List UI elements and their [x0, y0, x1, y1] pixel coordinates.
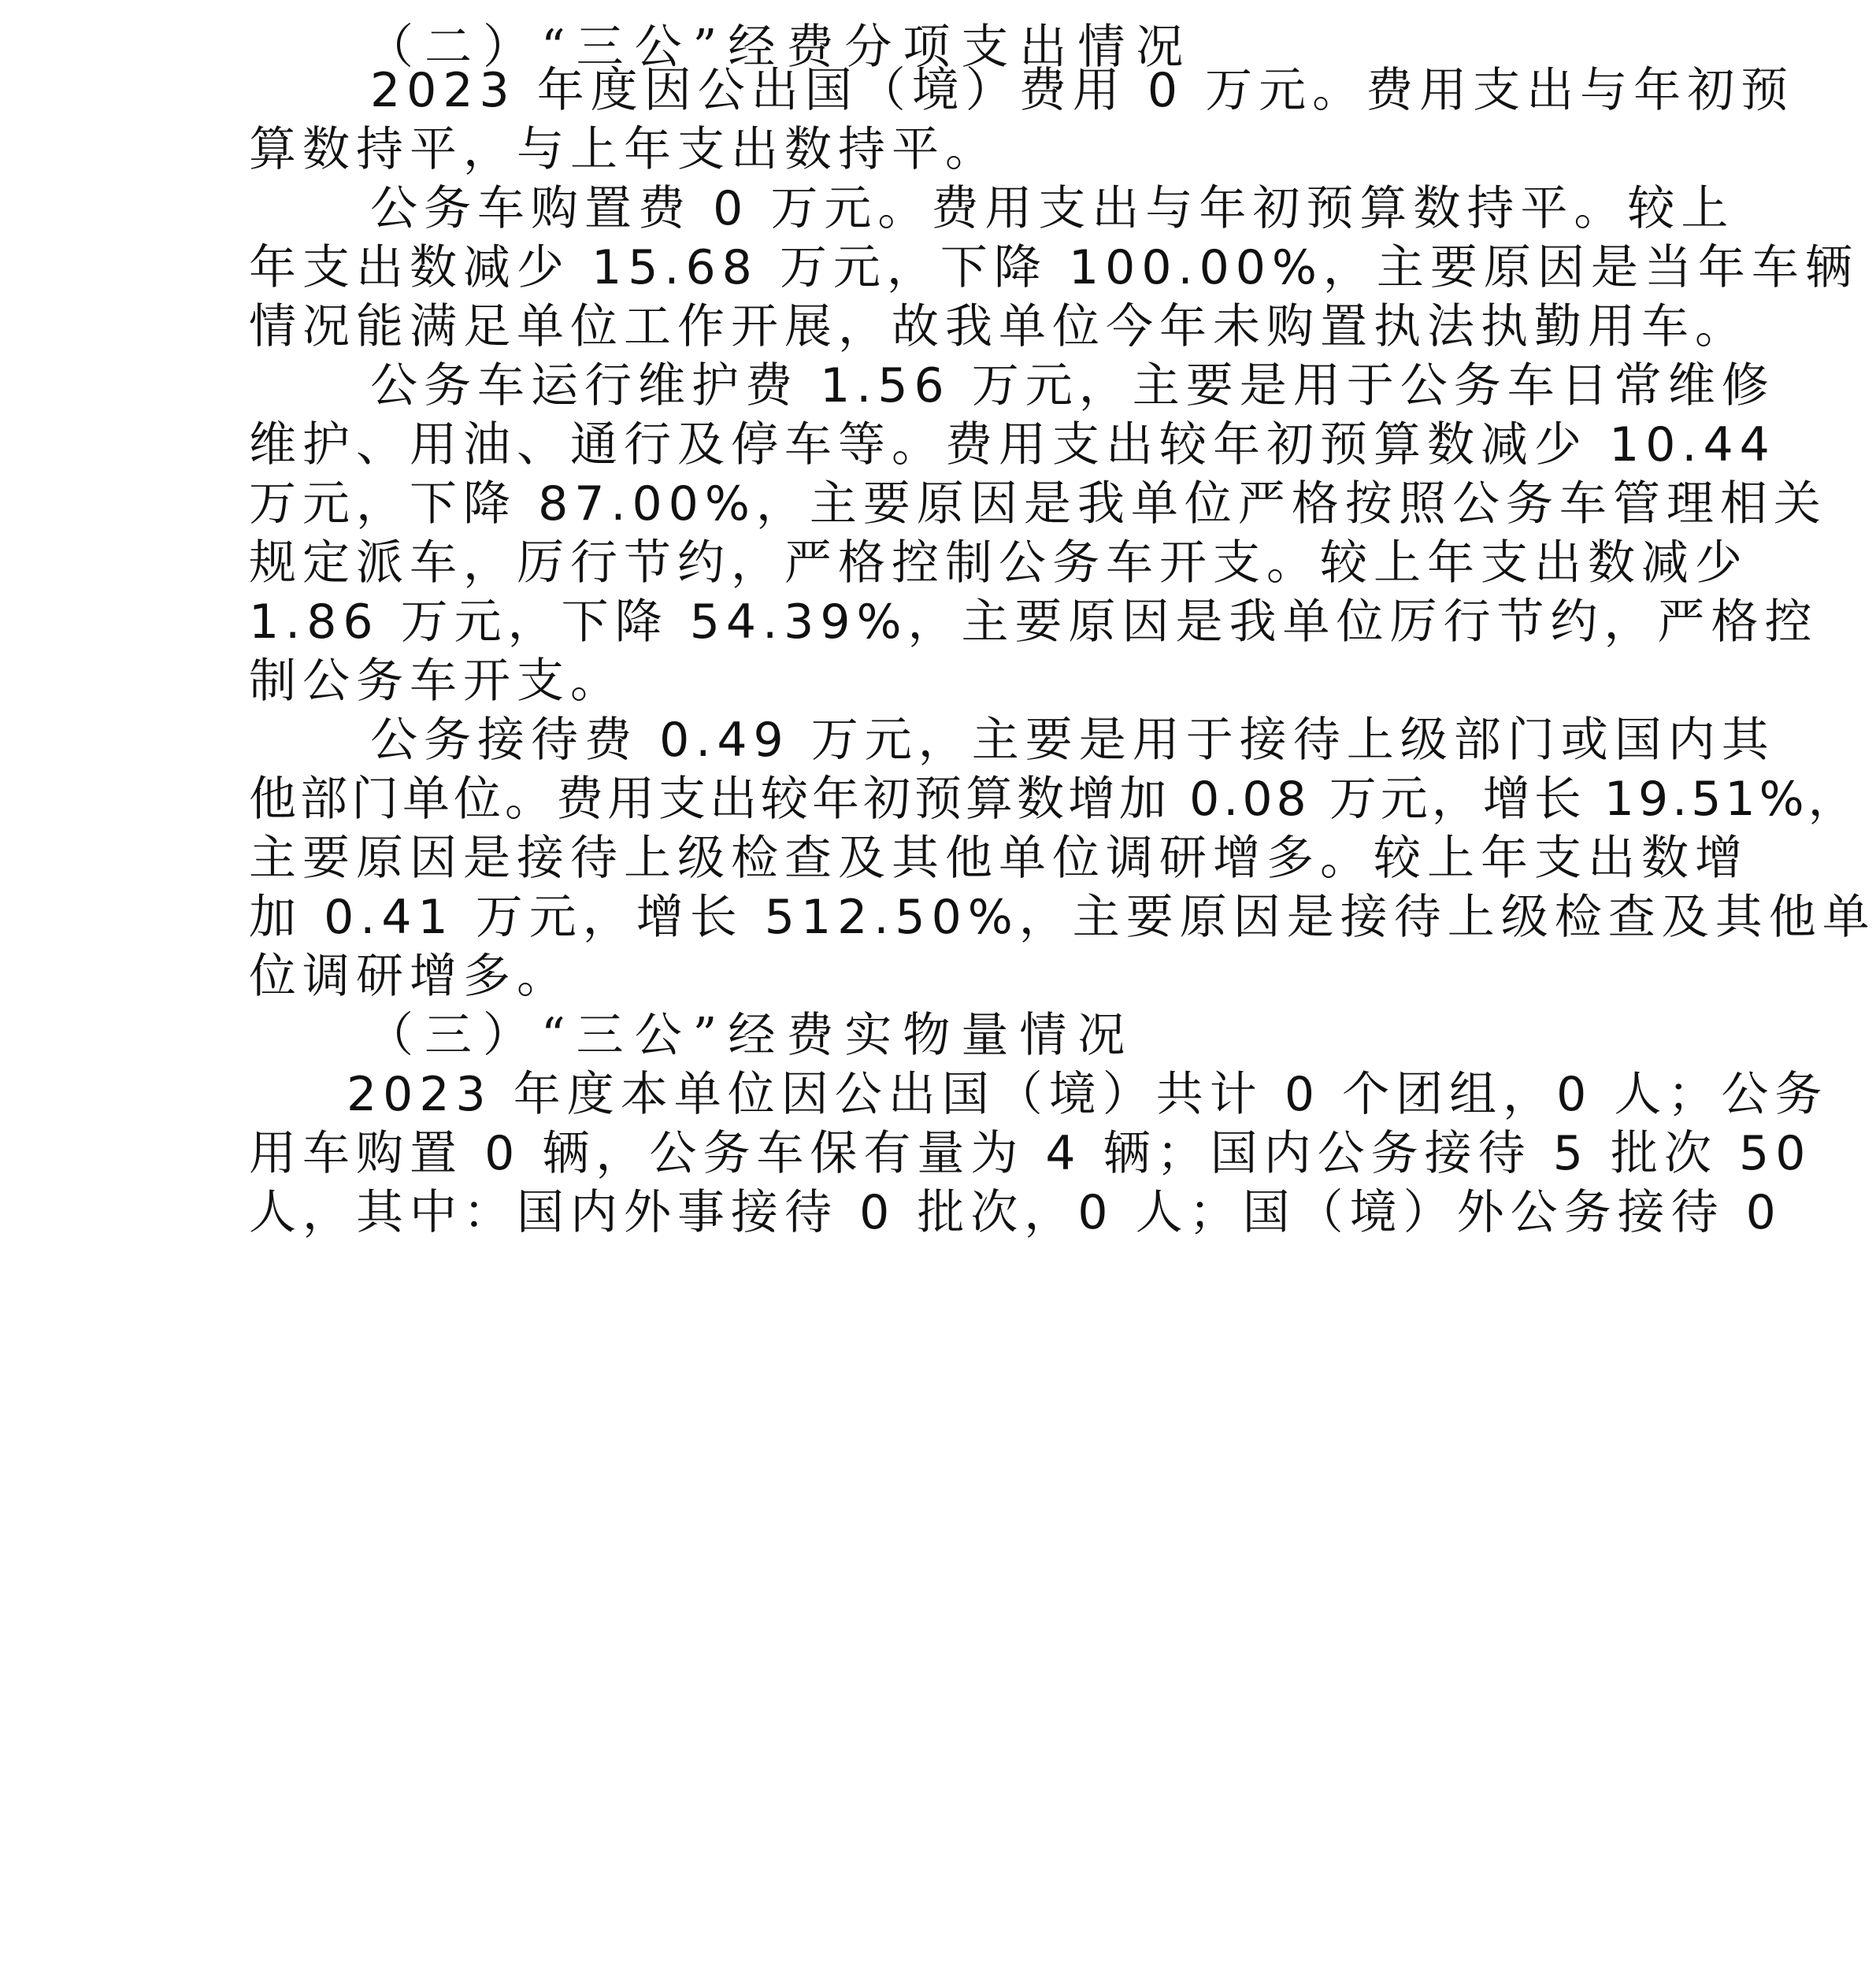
paragraph-line: 万元，下降 87.00%，主要原因是我单位严格按照公务车管理相关 — [249, 476, 1827, 532]
paragraph-line: 情况能满足单位工作开展，故我单位今年未购置执法执勤用车。 — [249, 299, 1748, 354]
paragraph-line: 加 0.41 万元，增长 512.50%，主要原因是接待上级检查及其他单 — [249, 890, 1876, 945]
paragraph-line: 制公务车开支。 — [249, 654, 624, 709]
paragraph-line: 维护、用油、通行及停车等。费用支出较年初预算数减少 10.44 — [249, 417, 1776, 472]
paragraph-line: 1.86 万元，下降 54.39%，主要原因是我单位厉行节约，严格控 — [249, 595, 1819, 650]
paragraph-line: 年支出数减少 15.68 万元，下降 100.00%，主要原因是当年车辆 — [249, 240, 1859, 295]
paragraph-line: 规定派车，厉行节约，严格控制公务车开支。较上年支出数减少 — [249, 535, 1748, 591]
paragraph-line: 他部门单位。费用支出较年初预算数增加 0.08 万元，增长 19.51%， — [249, 772, 1859, 827]
paragraph-line: 人，其中：国内外事接待 0 批次，0 人；国（境）外公务接待 0 — [249, 1185, 1782, 1240]
paragraph-line: 公务车运行维护费 1.56 万元，主要是用于公务车日常维修 — [370, 358, 1775, 413]
paragraph-line: 公务车购置费 0 万元。费用支出与年初预算数持平。较上 — [370, 181, 1735, 236]
section-heading-2: （二）“三公”经费分项支出情况 — [366, 20, 1195, 75]
paragraph-line: 主要原因是接待上级检查及其他单位调研增多。较上年支出数增 — [249, 831, 1748, 886]
paragraph-line: 公务接待费 0.49 万元，主要是用于接待上级部门或国内其 — [370, 713, 1775, 768]
section-heading-3: （三）“三公”经费实物量情况 — [366, 1008, 1136, 1063]
paragraph-line: 用车购置 0 辆，公务车保有量为 4 辆；国内公务接待 5 批次 50 — [249, 1126, 1812, 1181]
paragraph-line: 2023 年度本单位因公出国（境）共计 0 个团组，0 人；公务 — [347, 1067, 1829, 1122]
paragraph-line: 位调研增多。 — [249, 949, 570, 1004]
paragraph-line: 2023 年度因公出国（境）费用 0 万元。费用支出与年初预 — [370, 63, 1795, 118]
paragraph-line: 算数持平，与上年支出数持平。 — [249, 122, 999, 177]
